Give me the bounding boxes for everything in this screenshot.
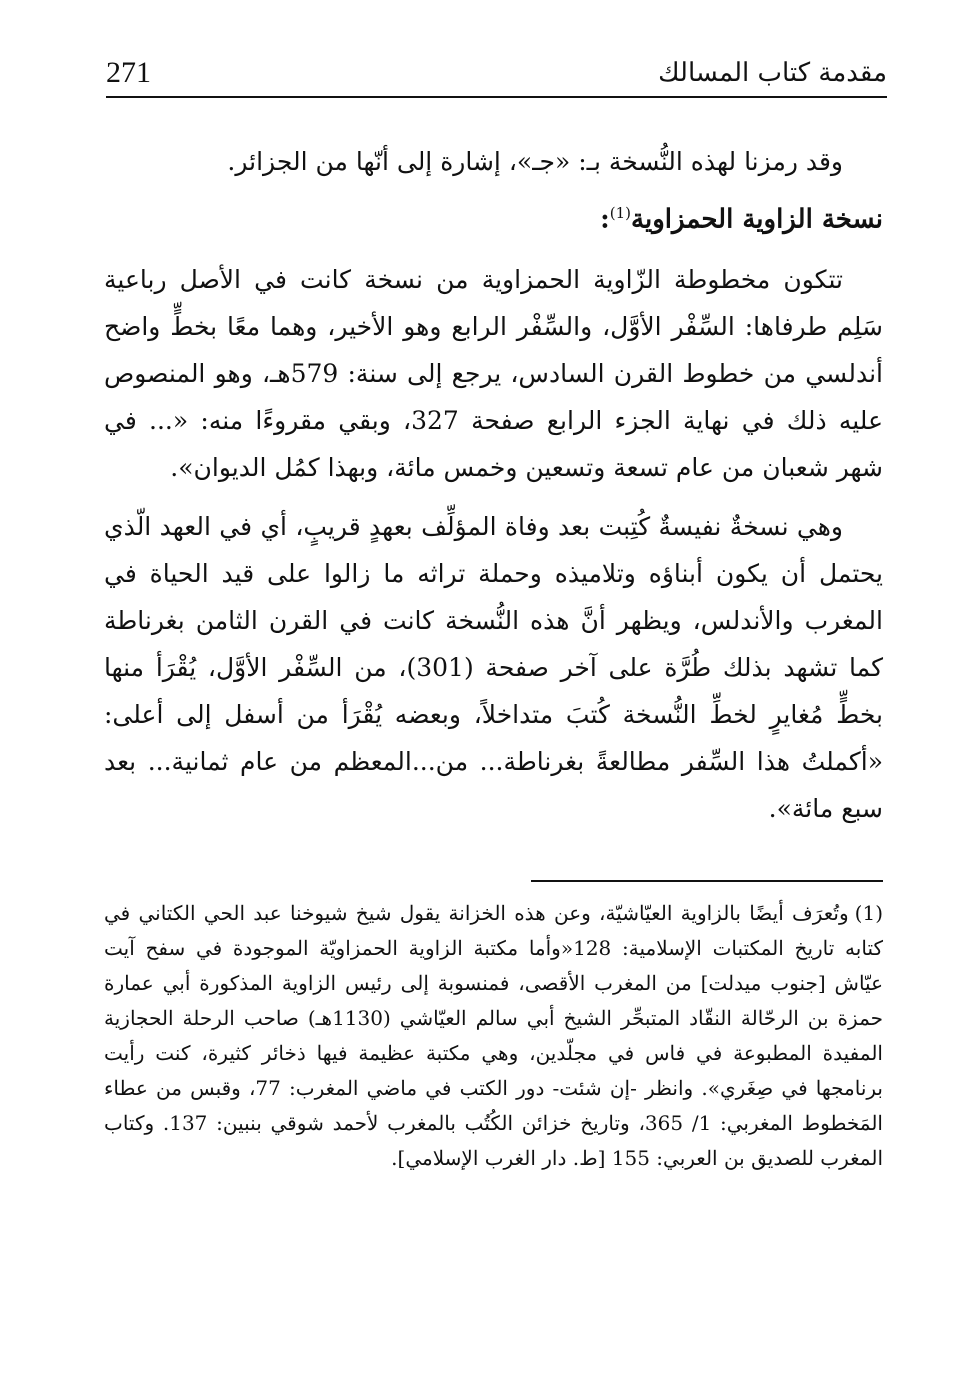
footnote-text: وتُعرَف أيضًا بالزاوية العيّاشيّة، وعن هذه الخزانة يقول شيخ شيوخنا عبد الحي الكتاني في كتابه تاريخ المكتبات الإسلامية: 128«وأما مكتبة الزاوية الحمزاويّة الموجودة في سفح آيت عيّاش [جنوب ميدلت] من المغرب الأقصى، فمنسوبة إلى رئيس الزاوية المذكورة أبي عمارة حمزة بن الرحّالة النقّاد المتبحِّر الشيخ أبي سالم العيّاشي (1130هـ) صاحب الرحلة الحجازية المفيدة المطبوعة في فاس في مجلّدين، وهي مكتبة عظيمة فيها ذخائر كثيرة، كنت رأيت برنامجها في صِغَري». وانظر -إن شئت- دور الكتب في ماضي المغرب: 77، وقبس من عطاء المَخطوط المغربي: 1/ 365، وتاريخ خزائن الكُتُب بالمغرب لأحمد شوقي بنبين: 137. وكتاب المغرب للصديق بن العربي: 155 [ط. دار الغرب الإسلامي]. <box>104 901 883 1170</box>
section-heading-colon: : <box>600 204 610 235</box>
main-text <box>104 138 883 832</box>
paragraph-manuscript-symbol: وقد رمزنا لهذه النُّسخة بـ: «جـ»، إشارة إلى أنّها من الجزائر. <box>227 147 843 176</box>
section-heading <box>104 185 883 248</box>
paragraph-manuscript-history: وهي نسخةٌ نفيسةٌ كُتِبت بعد وفاة المؤلِّف بعهدٍ قريبٍ، أي في العهد الّذي يحتمل أن يكون أبناؤه وتلاميذه وحملة تراثه ما زالوا على قيد الحياة في المغرب والأندلس، ويظهر أنَّ هذه النُّسخة كانت في القرن الثامن بغرناطة كما تشهد بذلك طُرَّة على آخر صفحة (301)، من السِّفْر الأوَّل، يُقْرَأ منها بخطٍّ مُغايرٍ لخطِّ النُّسخة كُتبَ متداخلاً، وبعضه يُقْرَأ من أسفل إلى أعلى: «أكملتُ هذا السِّفر مطالعةً بغرناطة... من...المعظم من عام ثمانية... بعد سبع مائة». <box>104 511 883 823</box>
paragraph-manuscript-description: تتكون مخطوطة الزّاوية الحمزاوية من نسخة كانت في الأصل رباعية سَلِم طرفاها: السِّفْر الأوَّل، والسِّفْر الرابع وهو الأخير، وهما معًا بخطٍّ واضح أندلسي من خطوط القرن السادس، يرجع إلى سنة: 579هـ، وهو المنصوص عليه ذلك في نهاية الجزء الرابع صفحة 327، وبقي مقروءًا منه: «... في شهر شعبان من عام تسعة وتسعين وخمس مائة، وبهذا كمُل الديوان». <box>104 264 883 482</box>
section-heading-text: نسخة الزاوية الحمزاوية <box>631 204 883 235</box>
running-header <box>106 48 887 98</box>
footnote-divider <box>531 880 883 882</box>
footnote-reference: (1) <box>609 204 632 222</box>
running-header-title: مقدمة كتاب المسالك <box>658 58 887 88</box>
footnote-item <box>104 896 883 1176</box>
footnote-marker: (1) <box>854 901 883 925</box>
page-number: 271 <box>106 56 151 89</box>
footnotes <box>104 896 883 1176</box>
